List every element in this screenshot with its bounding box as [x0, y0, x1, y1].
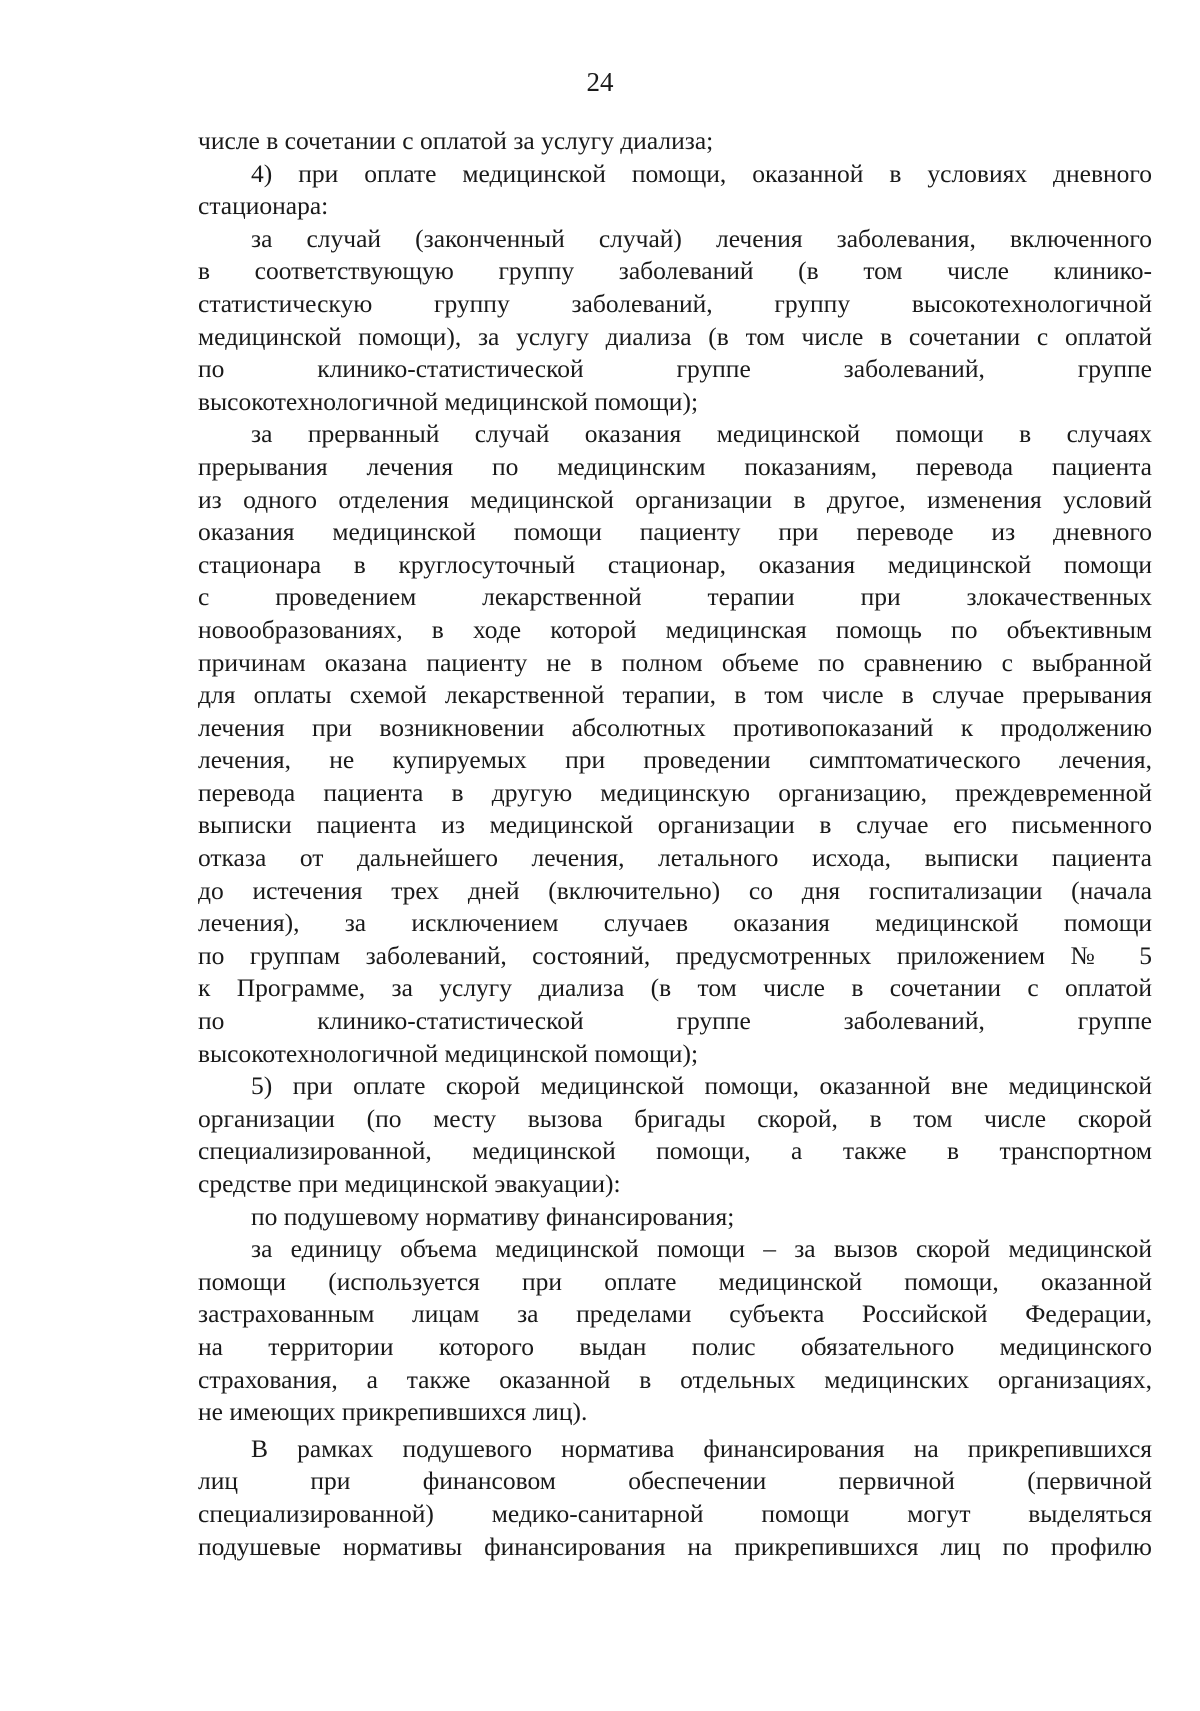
text-line: специализированной, медицинской помощи, а также в транспортном — [198, 1136, 1152, 1166]
text-line: до истечения трех дней (включительно) со дня госпитализации (начала — [198, 875, 1152, 905]
text-line: из одного отделения медицинской организации в другое, изменения условий — [198, 484, 1152, 514]
text-line: за случай (законченный случай) лечения заболевания, включенного — [251, 223, 1152, 253]
text-line: средстве при медицинской эвакуации): — [198, 1169, 621, 1198]
text-line: оказания медицинской помощи пациенту при переводе из дневного — [198, 517, 1152, 547]
text-line: по клинико-статистической группе заболеваний, группе — [198, 354, 1152, 384]
text-line: по подушевому нормативу финансирования; — [251, 1201, 735, 1231]
text-line: страхования, а также оказанной в отдельных медицинских организациях, — [198, 1364, 1152, 1394]
text-line: на территории которого выдан полис обязательного медицинского — [198, 1331, 1152, 1361]
text-line: для оплаты схемой лекарственной терапии, в том числе в случае прерывания — [198, 680, 1152, 710]
text-line: высокотехнологичной медицинской помощи); — [198, 386, 699, 416]
text-line: специализированной) медико-санитарной помощи могут выделяться — [198, 1498, 1152, 1528]
text-line: лечения, не купируемых при проведении симптоматического лечения, — [198, 745, 1152, 775]
text-line: лечения), за исключением случаев оказания медицинской помощи — [198, 908, 1152, 938]
text-line: медицинской помощи), за услугу диализа (в том числе в сочетании с оплатой — [198, 321, 1152, 351]
page-number: 24 — [586, 67, 614, 97]
text-line: отказа от дальнейшего лечения, летального исхода, выписки пациента — [198, 843, 1152, 873]
body-text — [198, 125, 1152, 1563]
text-line: 4) при оплате медицинской помощи, оказанной в условиях дневного — [251, 158, 1152, 188]
text-line: перевода пациента в другую медицинскую организацию, преждевременной — [198, 777, 1152, 807]
text-line: подушевые нормативы финансирования на прикрепившихся лиц по профилю — [198, 1531, 1152, 1561]
text-line: 5) при оплате скорой медицинской помощи, оказанной вне медицинской — [251, 1071, 1152, 1101]
text-line: лечения при возникновении абсолютных противопоказаний к продолжению — [198, 712, 1152, 742]
text-line: по группам заболеваний, состояний, предусмотренных приложением № 5 — [198, 940, 1152, 970]
text-line: не имеющих прикрепившихся лиц). — [198, 1397, 588, 1427]
text-line: в соответствующую группу заболеваний (в том числе клинико- — [198, 256, 1152, 286]
text-line: выписки пациента из медицинской организации в случае его письменного — [198, 810, 1152, 840]
text-line: числе в сочетании с оплатой за услугу диализа; — [198, 126, 714, 155]
text-line: организации (по месту вызова бригады скорой, в том числе скорой — [198, 1103, 1152, 1133]
text-line: статистическую группу заболеваний, группу высокотехнологичной — [198, 288, 1152, 318]
text-line: причинам оказана пациенту не в полном объеме по сравнению с выбранной — [198, 647, 1152, 677]
text-line: высокотехнологичной медицинской помощи); — [198, 1038, 699, 1068]
text-line: помощи (используется при оплате медицинской помощи, оказанной — [198, 1266, 1152, 1296]
text-line: по клинико-статистической группе заболеваний, группе — [198, 1006, 1152, 1036]
text-line: новообразованиях, в ходе которой медицинская помощь по объективным — [198, 614, 1152, 644]
text-line: стационара: — [198, 191, 329, 221]
text-line: прерывания лечения по медицинским показаниям, перевода пациента — [198, 451, 1152, 481]
text-line: с проведением лекарственной терапии при злокачественных — [198, 582, 1152, 612]
text-line: за единицу объема медицинской помощи – за вызов скорой медицинской — [251, 1234, 1152, 1264]
text-line: лиц при финансовом обеспечении первичной (первичной — [198, 1466, 1152, 1496]
text-line: застрахованным лицам за пределами субъекта Российской Федерации, — [198, 1299, 1152, 1329]
text-line: стационара в круглосуточный стационар, оказания медицинской помощи — [198, 549, 1152, 579]
text-line: к Программе, за услугу диализа (в том числе в сочетании с оплатой — [198, 973, 1152, 1003]
text-line: В рамках подушевого норматива финансирования на прикрепившихся — [251, 1433, 1152, 1463]
text-line: за прерванный случай оказания медицинской помощи в случаях — [251, 419, 1152, 449]
